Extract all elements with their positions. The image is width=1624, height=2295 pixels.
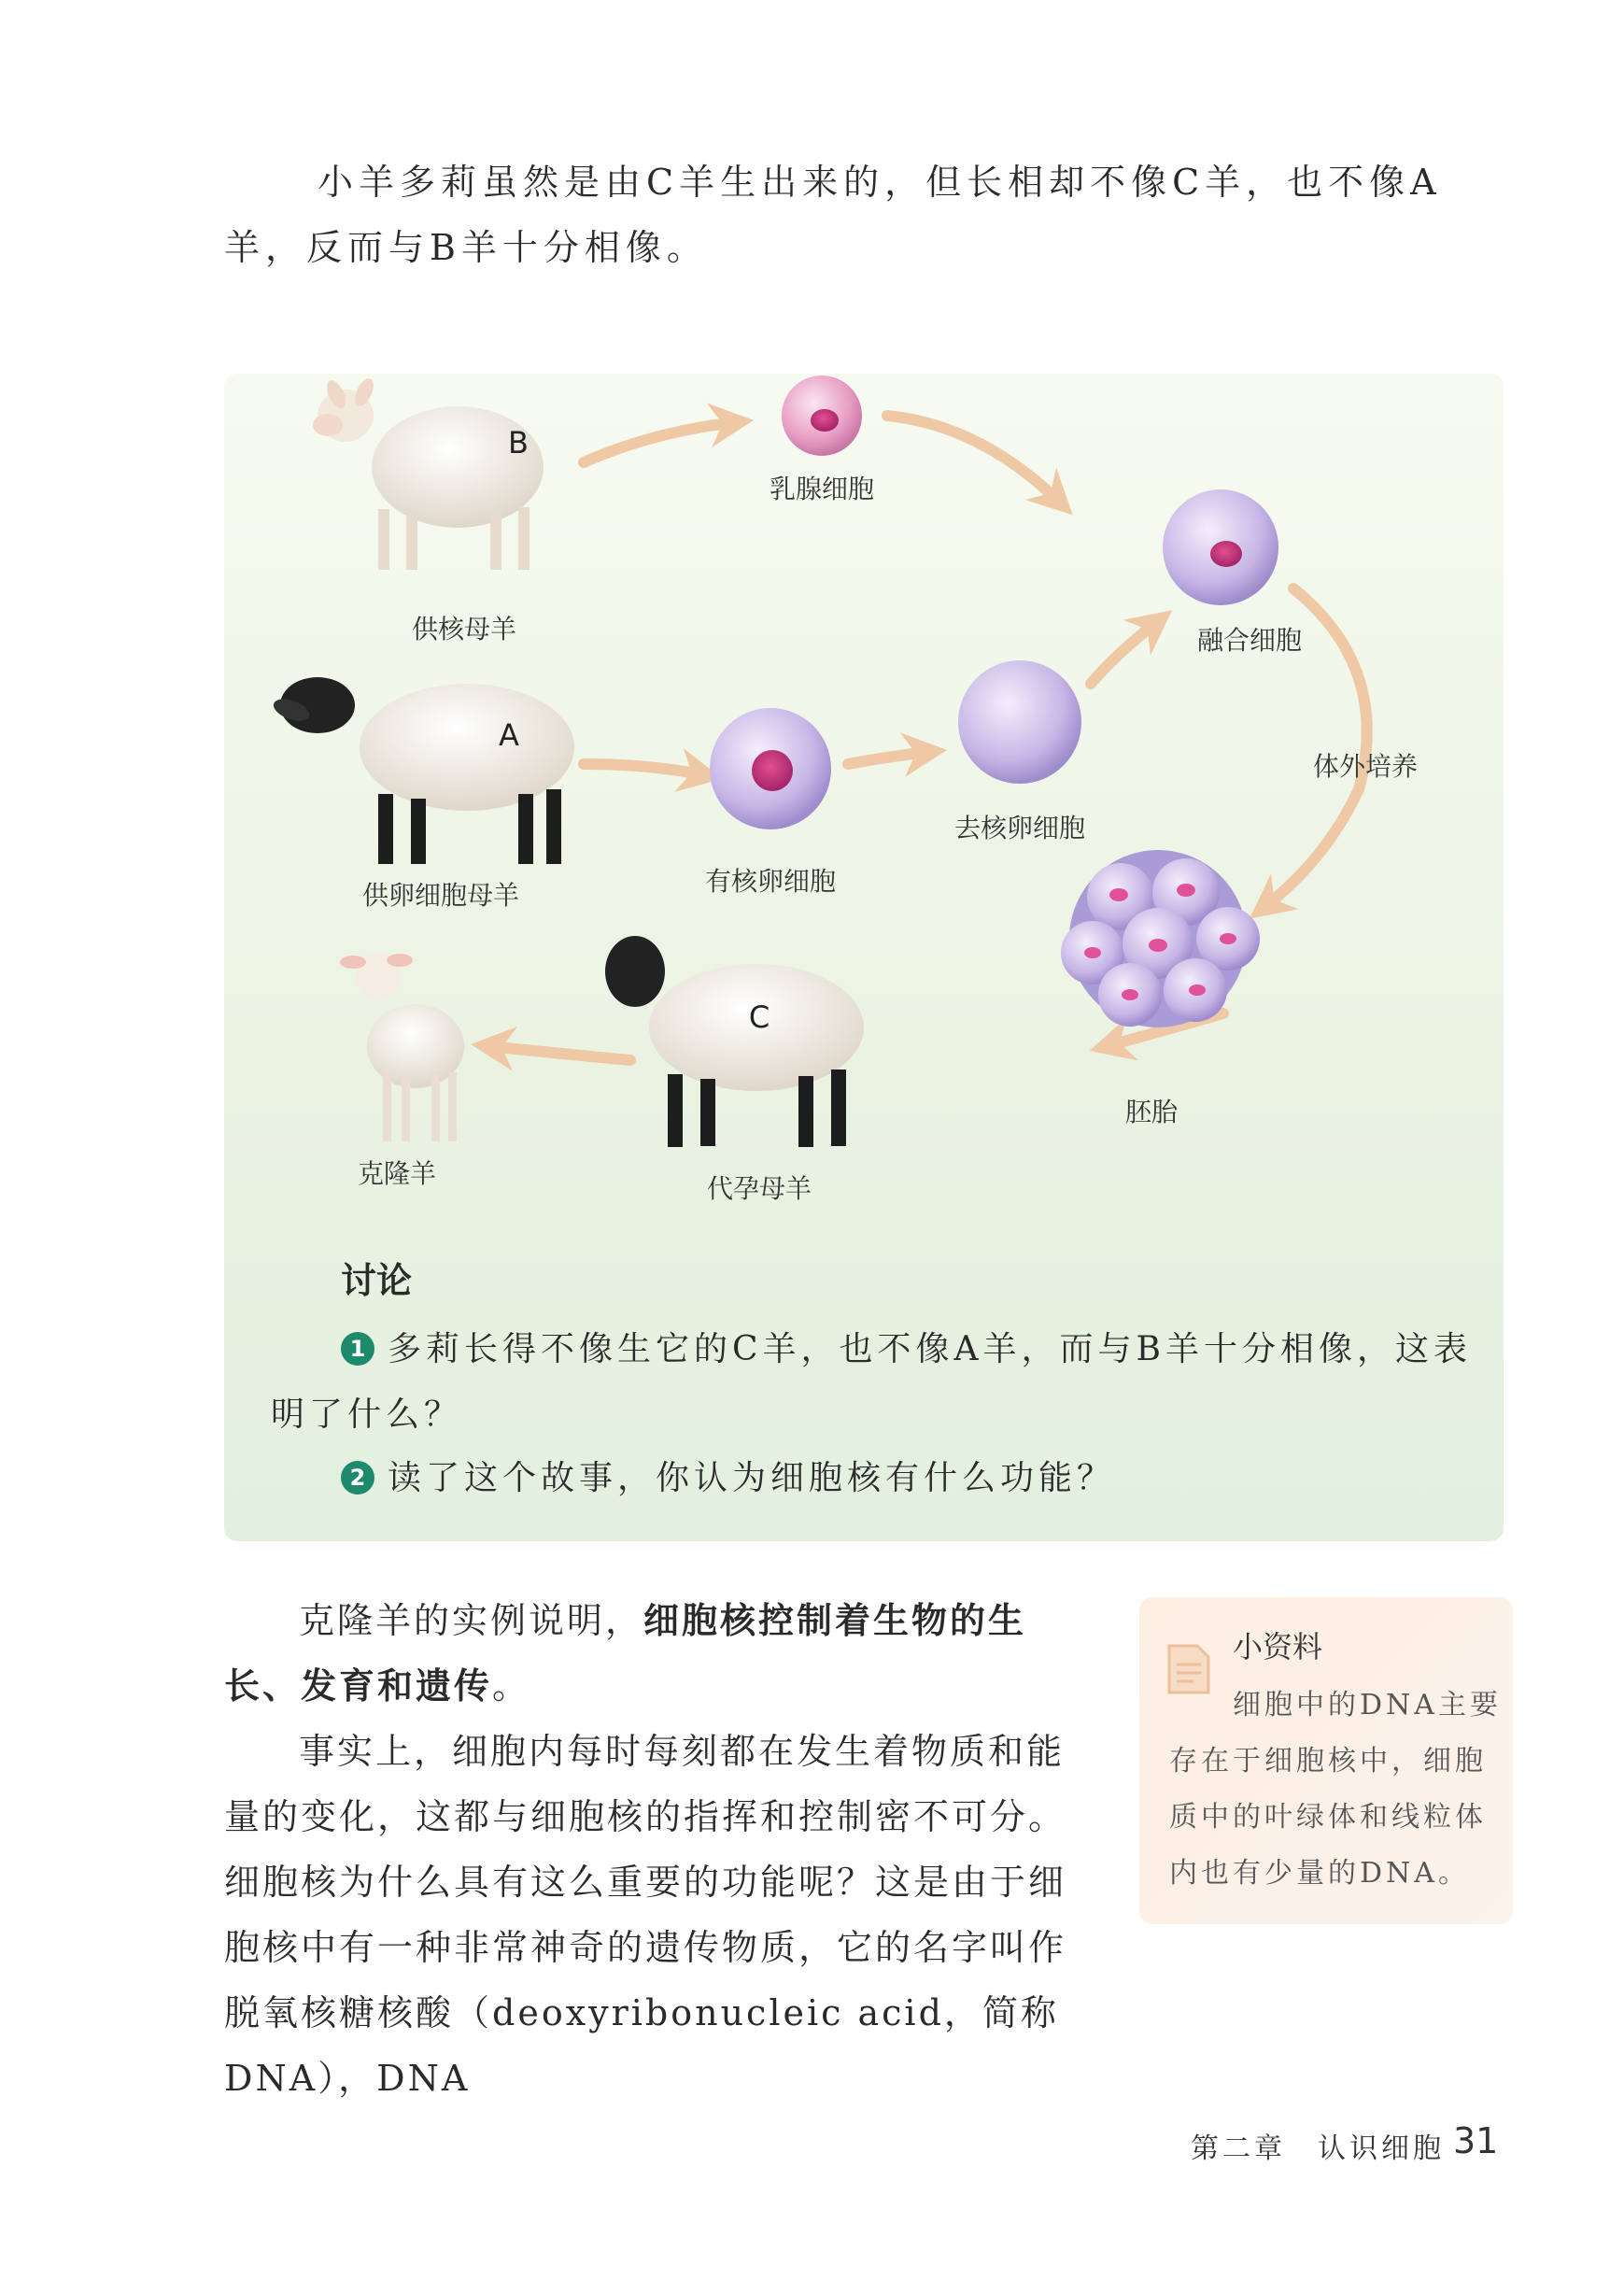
sheep-a (271, 677, 574, 864)
sheep-b-letter: B (508, 425, 529, 460)
label-fused-cell: 融合细胞 (1196, 625, 1303, 656)
sheep-b (313, 375, 544, 570)
footer-chapter-title: 第二章 认识细胞 (1191, 2132, 1445, 2165)
label-egg-donor-ewe: 供卵细胞母羊 (361, 880, 520, 911)
question-2-text: 读了这个故事，你认为细胞核有什么功能？ (388, 1459, 1116, 1497)
discussion-question-1 (271, 1317, 1476, 1448)
arrow-b-to-mammary (584, 422, 736, 462)
sheep-a-letter: A (499, 717, 519, 753)
label-embryo: 胚胎 (1124, 1097, 1179, 1127)
enucleated-egg-cell (958, 660, 1081, 784)
label-in-vitro-culture: 体外培养 (1312, 751, 1419, 782)
sheep-c-letter: C (748, 999, 770, 1035)
arrow-a-to-nucleated (584, 764, 705, 775)
label-mammary-cell: 乳腺细胞 (769, 474, 875, 504)
body-paragraph-2: 事实上，细胞内每时每刻都在发生着物质和能量的变化，这都与细胞核的指挥和控制密不可分。细胞核为什么具有这么重要的功能呢？这是由于细胞核中有一种非常神奇的遗传物质，它的名字叫作脱氧核糖核酸（deoxyribonucleic acid，简称DNA），DNA (224, 1731, 1067, 2099)
arrow-enucleated-to-fused (1091, 621, 1158, 684)
body-p1-emphasis: 细胞核控制着生物的生长、发育和遗传 (224, 1600, 1027, 1707)
nucleated-egg-cell (710, 708, 831, 829)
mammary-cell (782, 375, 862, 456)
body-paragraph-1 (224, 1588, 1083, 1719)
page-number: 31 (1453, 2120, 1499, 2161)
label-clone-sheep: 克隆羊 (357, 1158, 437, 1189)
body-text (224, 1588, 1083, 2111)
question-1-number-badge: 1 (341, 1332, 374, 1366)
sheep-c (605, 936, 864, 1147)
question-2-number-badge: 2 (341, 1461, 374, 1495)
info-sidebox (1139, 1597, 1513, 1924)
embryo (1061, 850, 1260, 1027)
sidebox-title: 小资料 (1233, 1629, 1323, 1665)
label-nucleated-egg: 有核卵细胞 (704, 866, 837, 897)
question-1-text: 多莉长得不像生它的C羊，也不像A羊，而与B羊十分相像，这表明了什么？ (271, 1330, 1472, 1434)
label-enucleated-egg: 去核卵细胞 (953, 813, 1086, 843)
sidebox-text: 细胞中的DNA主要存在于细胞核中，细胞质中的叶绿体和线粒体内也有少量的DNA。 (1169, 1689, 1502, 1890)
intro-paragraph: 小羊多莉虽然是由C羊生出来的，但长相却不像C羊，也不像A羊，反而与B羊十分相像。 (224, 162, 1442, 268)
arrow-c-to-clone (488, 1046, 630, 1060)
arrow-mammary-to-fused (887, 416, 1060, 503)
fused-cell (1163, 489, 1278, 605)
discussion-question-2 (341, 1446, 1546, 1511)
clone-lamb (340, 952, 464, 1141)
label-donor-nucleus-ewe: 供核母羊 (411, 614, 517, 645)
discussion-title: 讨论 (341, 1260, 413, 1301)
body-p1-end: 。 (492, 1665, 531, 1707)
cloning-diagram (224, 374, 1504, 1233)
arrow-nucleated-to-enucleated (848, 752, 929, 764)
label-surrogate-ewe: 代孕母羊 (706, 1173, 812, 1204)
body-p1-text: 克隆羊的实例说明， (299, 1600, 644, 1641)
